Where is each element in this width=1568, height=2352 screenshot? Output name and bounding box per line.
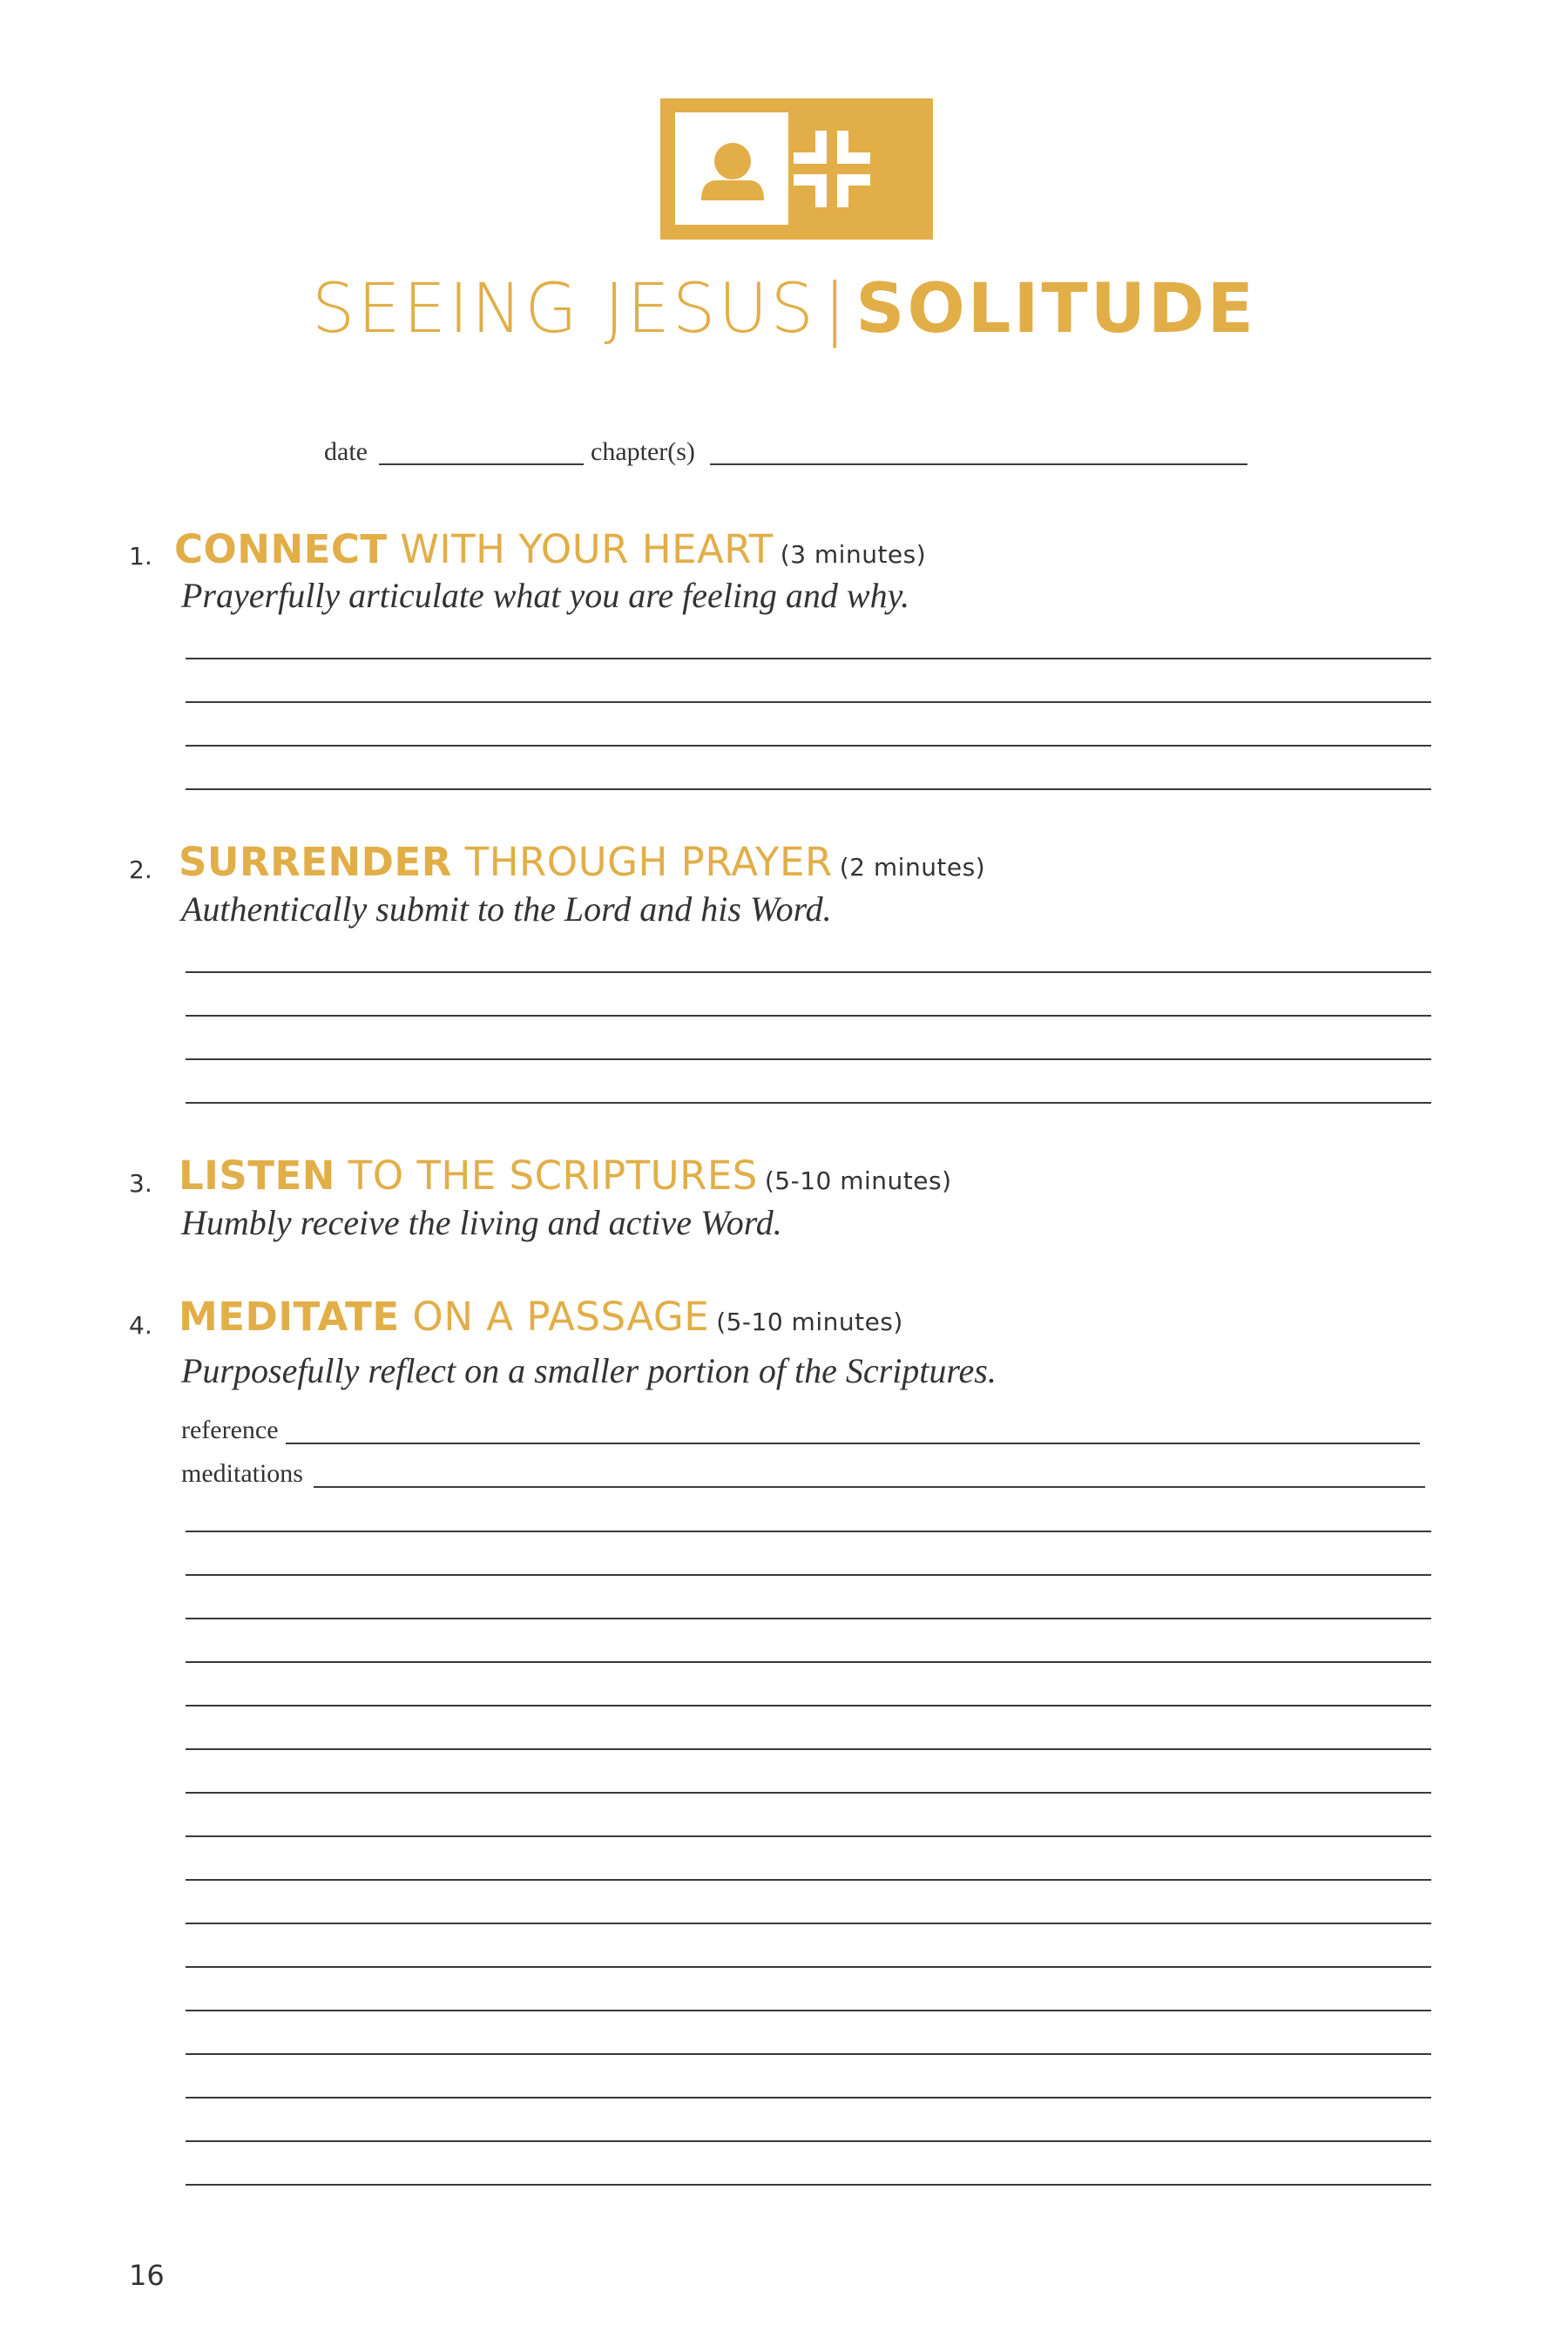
reference-line[interactable]	[286, 1443, 1420, 1444]
title-separator: |	[823, 270, 849, 348]
section-1-heading-bold: CONNECT	[174, 526, 388, 572]
section-3-heading	[179, 1152, 952, 1199]
meditations-line[interactable]	[314, 1486, 1425, 1488]
section-4-heading-bold: MEDITATE	[179, 1294, 400, 1340]
section-2-heading	[179, 839, 985, 885]
meditation-line[interactable]	[186, 1618, 1431, 1619]
section-1-line[interactable]	[186, 701, 1431, 703]
section-2-line[interactable]	[186, 1102, 1431, 1104]
reference-label: reference	[181, 1416, 279, 1444]
meditation-line[interactable]	[186, 2097, 1431, 2099]
section-3-number: 3.	[129, 1169, 152, 1198]
person-icon	[701, 143, 764, 200]
section-3-duration: (5-10 minutes)	[764, 1166, 952, 1195]
title-light: SEEING JESUS	[311, 270, 816, 348]
meditation-line[interactable]	[186, 1705, 1431, 1707]
meditation-line[interactable]	[186, 1661, 1431, 1663]
section-2-prompt: Authentically submit to the Lord and his Word.	[181, 889, 832, 929]
meditation-line[interactable]	[186, 1748, 1431, 1750]
section-1-line[interactable]	[186, 745, 1431, 747]
chapters-label: chapter(s)	[591, 437, 695, 466]
meditation-line[interactable]	[186, 2140, 1431, 2142]
section-1-number: 1.	[129, 542, 152, 571]
section-4-prompt: Purposefully reflect on a smaller portion of the Scriptures.	[181, 1351, 997, 1390]
section-3-heading-bold: LISTEN	[179, 1152, 335, 1199]
section-1-line[interactable]	[186, 788, 1431, 790]
section-1-heading	[174, 526, 926, 572]
chapters-line[interactable]	[710, 463, 1247, 465]
meditation-line[interactable]	[186, 1923, 1431, 1924]
meditation-line[interactable]	[186, 2053, 1431, 2055]
section-4-number: 4.	[129, 1311, 152, 1340]
meditation-line[interactable]	[186, 1792, 1431, 1794]
section-2-number: 2.	[129, 855, 152, 884]
logo-icons	[660, 98, 933, 240]
section-2-heading-bold: SURRENDER	[179, 839, 452, 885]
meditation-line[interactable]	[186, 2184, 1431, 2186]
section-2-line[interactable]	[186, 1058, 1431, 1060]
title-bold: SOLITUDE	[855, 270, 1257, 348]
date-line[interactable]	[379, 463, 584, 465]
section-3-heading-rest: TO THE SCRIPTURES	[348, 1152, 758, 1199]
meditation-line[interactable]	[186, 1879, 1431, 1881]
meditation-line[interactable]	[186, 1574, 1431, 1576]
meditations-label: meditations	[181, 1459, 303, 1488]
meditation-line[interactable]	[186, 1835, 1431, 1837]
section-3-prompt: Humbly receive the living and active Word.	[181, 1203, 782, 1242]
section-4-duration: (5-10 minutes)	[716, 1308, 903, 1336]
page-title	[0, 261, 1568, 357]
logo	[660, 98, 933, 240]
section-2-line[interactable]	[186, 971, 1431, 973]
date-label: date	[324, 437, 368, 466]
section-1-duration: (3 minutes)	[780, 540, 927, 569]
section-4-heading-rest: ON A PASSAGE	[412, 1294, 710, 1340]
section-1-heading-rest: WITH YOUR HEART	[400, 526, 774, 572]
meditation-line[interactable]	[186, 1966, 1431, 1968]
meditation-line[interactable]	[186, 2010, 1431, 2011]
meditation-line[interactable]	[186, 1531, 1431, 1532]
section-2-line[interactable]	[186, 1015, 1431, 1017]
section-1-line[interactable]	[186, 658, 1431, 659]
page-number: 16	[129, 2259, 165, 2292]
section-2-duration: (2 minutes)	[839, 853, 986, 882]
section-2-heading-rest: THROUGH PRAYER	[464, 839, 833, 885]
section-1-prompt: Prayerfully articulate what you are feeling and why.	[181, 576, 910, 615]
cross-icon	[794, 131, 870, 207]
section-4-heading	[179, 1294, 903, 1340]
